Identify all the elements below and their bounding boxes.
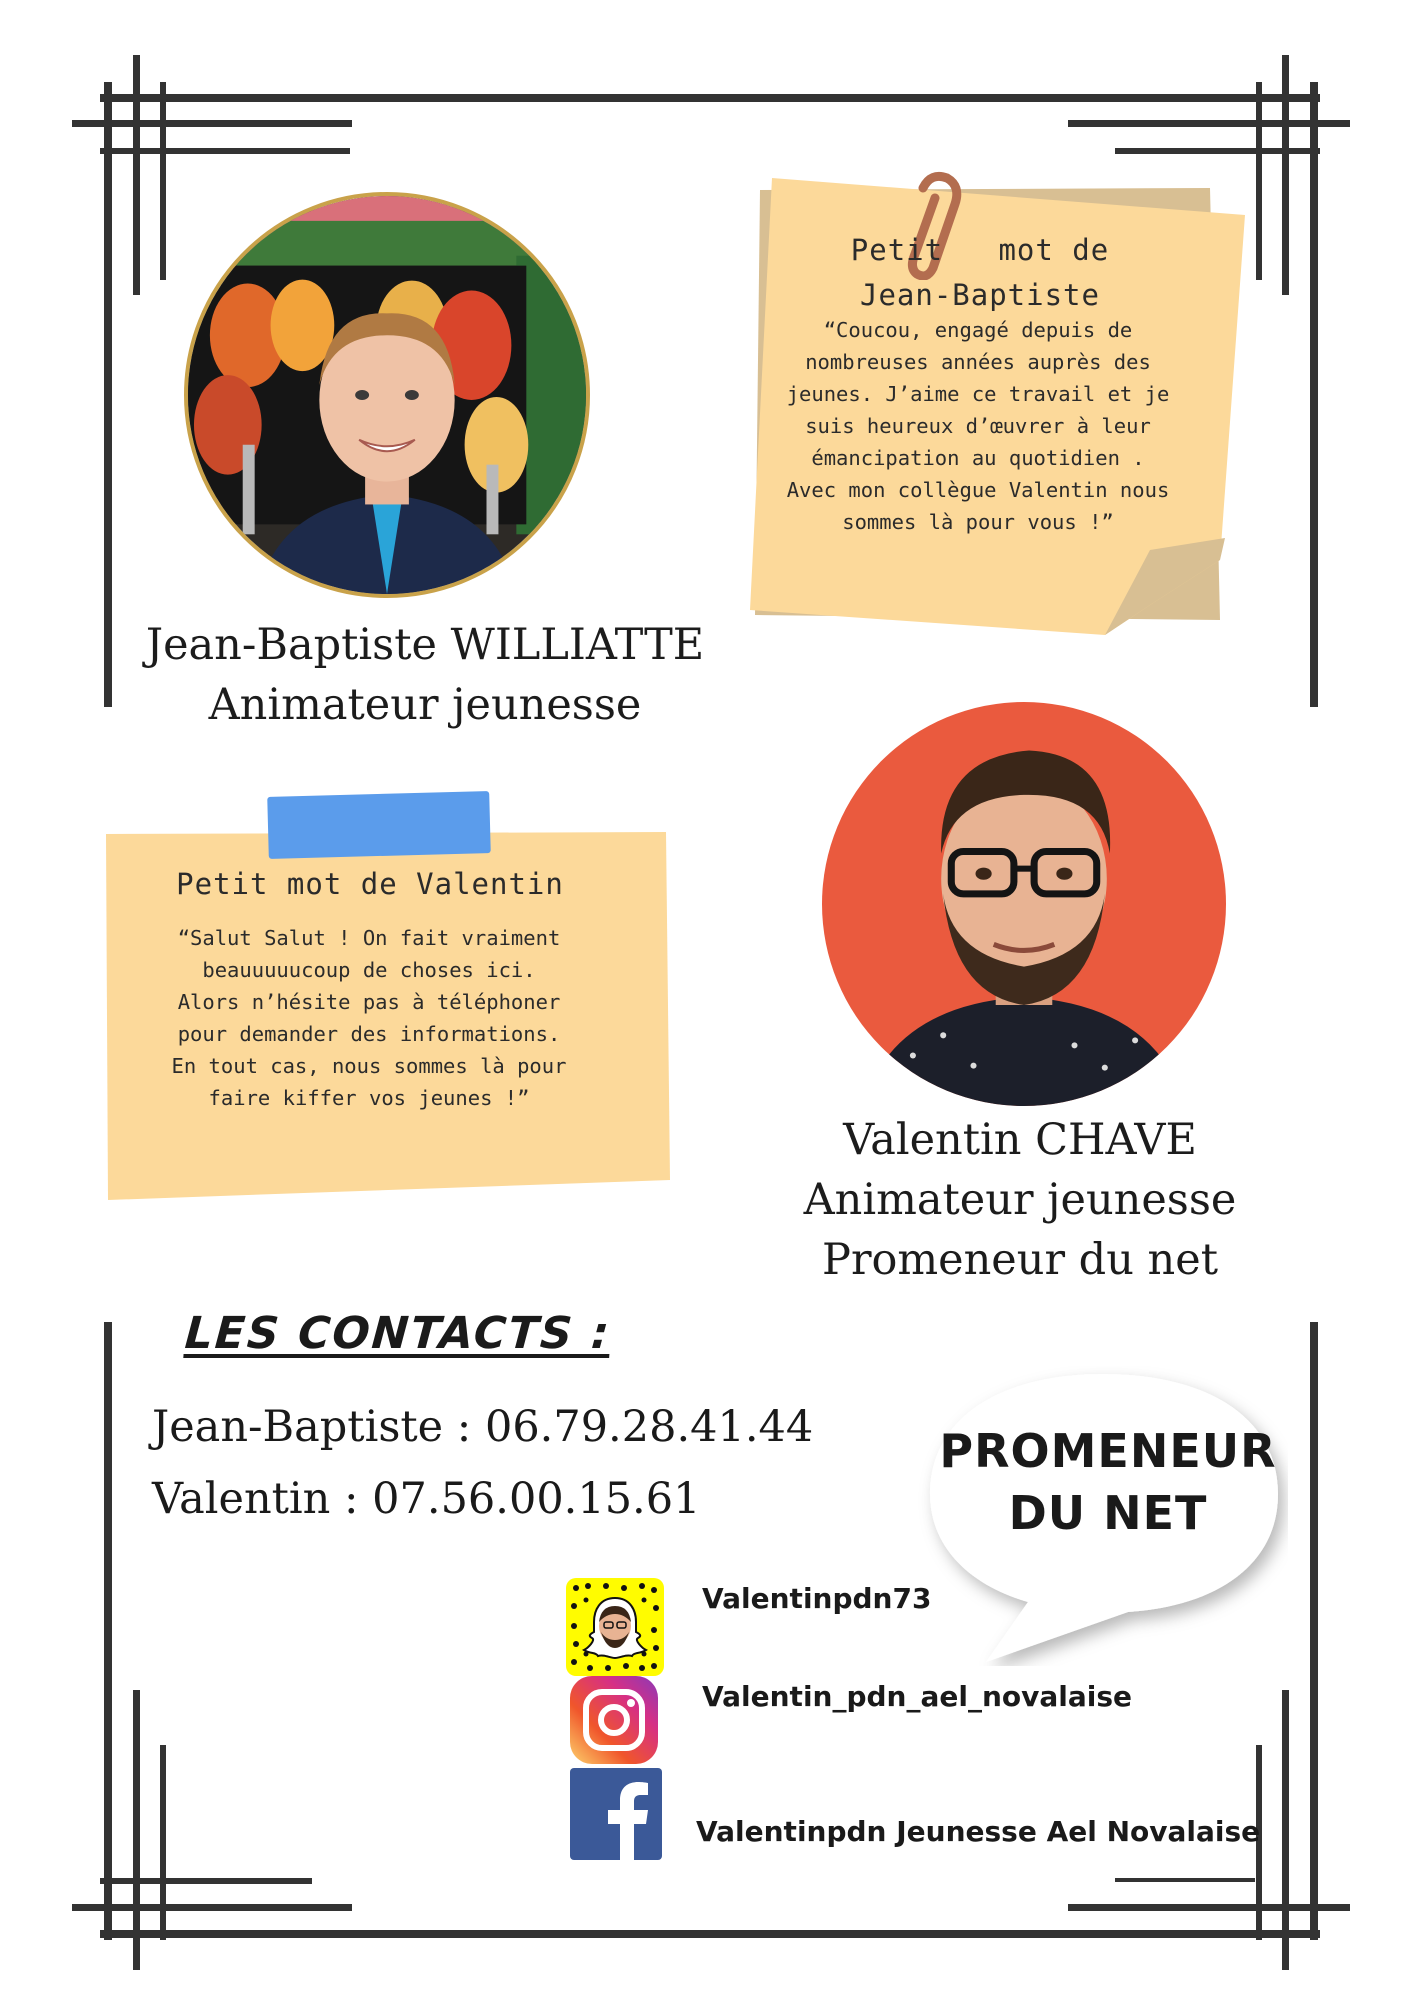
note-line: émancipation au quotidien . [811,446,1145,470]
note-line: Avec mon collègue Valentin nous [786,478,1170,502]
instagram-icon [570,1676,658,1764]
note-line: sommes là pour vous !” [842,510,1114,534]
contacts-title: LES CONTACTS : [183,1308,613,1359]
jean-baptiste-photo [184,192,590,598]
instagram-handle: Valentin_pdn_ael_novalaise [702,1680,1133,1713]
snapchat-snapcode-icon [566,1578,664,1676]
facebook-icon [570,1768,662,1860]
tape-strip [267,791,491,859]
note-jean-baptiste-text [768,314,1188,538]
valentin-role2: Promeneur du net [822,1235,1218,1285]
note-line: nombreuses années auprès des [805,350,1151,374]
note-jean-baptiste-title-line2: Jean-Baptiste [860,278,1100,312]
valentin-name-block [760,1110,1280,1290]
note-line: faire kiffer vos jeunes !” [208,1086,530,1110]
snapchat-handle: Valentinpdn73 [702,1582,932,1615]
note-valentin-title: Petit mot de Valentin [176,867,564,901]
phone-jean-baptiste: Jean-Baptiste : 06.79.28.41.44 [152,1402,814,1452]
jean-baptiste-name-block [110,615,740,735]
jean-baptiste-name: Jean-Baptiste WILLIATTE [145,620,705,670]
jean-baptiste-role: Animateur jeunesse [208,680,642,730]
valentin-role: Animateur jeunesse [803,1175,1237,1225]
valentin-name: Valentin CHAVE [843,1115,1197,1165]
note-line: suis heureux d’œuvrer à leur [805,414,1151,438]
bubble-line2: DU NET [1008,1486,1208,1540]
note-valentin-text [146,922,592,1114]
note-line: “Coucou, engagé depuis de [823,318,1133,342]
bubble-line1: PROMENEUR [939,1424,1277,1478]
note-line: pour demander des informations. [177,1022,561,1046]
note-jean-baptiste-title-line1: Petit mot de [850,233,1110,267]
phone-valentin: Valentin : 07.56.00.15.61 [152,1474,701,1524]
note-jean-baptiste-title [770,228,1190,318]
valentin-photo [822,702,1226,1106]
note-line: “Salut Salut ! On fait vraiment [177,926,561,950]
promeneur-bubble-text [938,1420,1278,1544]
facebook-handle: Valentinpdn Jeunesse Ael Novalaise [696,1815,1261,1848]
note-line: En tout cas, nous sommes là pour [171,1054,567,1078]
note-line: beauuuuucoup de choses ici. [202,958,536,982]
note-line: Alors n’hésite pas à téléphoner [177,990,561,1014]
note-line: jeunes. J’aime ce travail et je [786,382,1170,406]
